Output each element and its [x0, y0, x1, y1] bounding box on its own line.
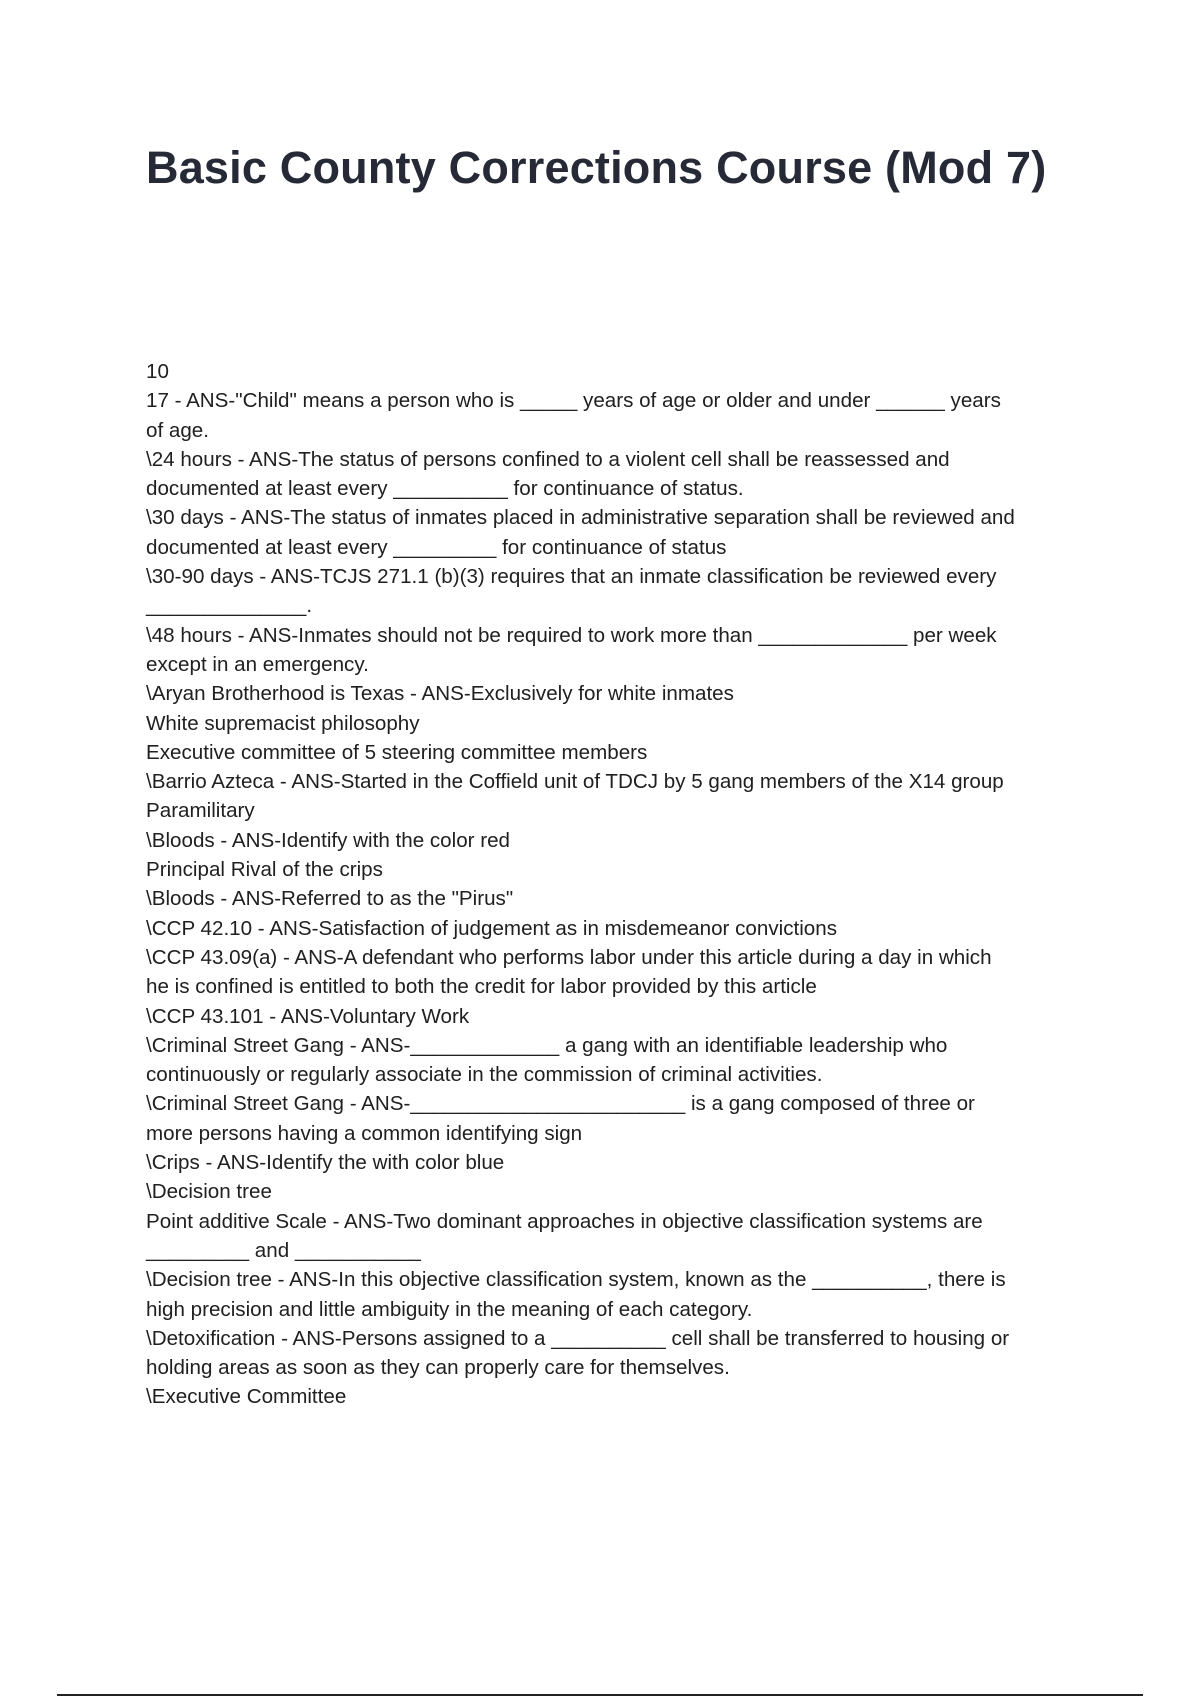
- text-line: Paramilitary: [146, 799, 255, 823]
- text-line: he is confined is entitled to both the credit for labor provided by this article: [146, 975, 817, 999]
- text-line: \30-90 days - ANS-TCJS 271.1 (b)(3) requires that an inmate classification be reviewed every: [146, 565, 997, 589]
- text-line: \Criminal Street Gang - ANS-_____________ a gang with an identifiable leadership who: [146, 1033, 948, 1057]
- text-line: \Bloods - ANS-Identify with the color red: [146, 828, 510, 852]
- text-line: 10: [146, 360, 169, 383]
- text-line: \Aryan Brotherhood is Texas - ANS-Exclusively for white inmates: [146, 682, 734, 706]
- text-line: \Executive Committee: [146, 1385, 347, 1409]
- text-line: \Detoxification - ANS-Persons assigned to a __________ cell shall be transferred to housing or: [146, 1326, 1010, 1350]
- text-line: _________ and ___________: [146, 1238, 421, 1262]
- text-line: White supremacist philosophy: [146, 711, 420, 735]
- text-line: \Decision tree - ANS-In this objective classification system, known as the __________, there is: [146, 1268, 1006, 1292]
- text-line: \Barrio Azteca - ANS-Started in the Coffield unit of TDCJ by 5 gang members of the X14 group: [146, 770, 1004, 794]
- text-line: Executive committee of 5 steering committee members: [146, 740, 648, 764]
- text-line: Point additive Scale - ANS-Two dominant approaches in objective classification systems are: [146, 1209, 983, 1233]
- text-line: \30 days - ANS-The status of inmates placed in administrative separation shall be reviewed and: [146, 506, 1015, 530]
- text-line: \48 hours - ANS-Inmates should not be required to work more than _____________ per week: [146, 623, 997, 647]
- text-line: \Criminal Street Gang - ANS-________________________ is a gang composed of three or: [146, 1092, 975, 1116]
- text-line: documented at least every _________ for continuance of status: [146, 535, 727, 559]
- text-line: documented at least every __________ for continuance of status.: [146, 477, 744, 501]
- text-line: 17 - ANS-"Child" means a person who is _____ years of age or older and under ______ years: [146, 389, 1001, 413]
- text-line: ______________.: [146, 594, 313, 618]
- text-line: \Bloods - ANS-Referred to as the "Pirus": [146, 887, 514, 911]
- text-line: high precision and little ambiguity in the meaning of each category.: [146, 1297, 753, 1321]
- text-line: \24 hours - ANS-The status of persons confined to a violent cell shall be reassessed and: [146, 447, 950, 471]
- text-line: \CCP 43.09(a) - ANS-A defendant who performs labor under this article during a day in which: [146, 945, 992, 969]
- footer-divider: [57, 1694, 1143, 1696]
- text-line: more persons having a common identifying sign: [146, 1121, 583, 1145]
- text-line: \CCP 43.101 - ANS-Voluntary Work: [146, 1004, 470, 1028]
- text-line: holding areas as soon as they can properly care for themselves.: [146, 1356, 730, 1380]
- page-title: Basic County Corrections Course (Mod 7): [146, 142, 1047, 193]
- text-line: except in an emergency.: [146, 652, 369, 676]
- text-line: \CCP 42.10 - ANS-Satisfaction of judgement as in misdemeanor convictions: [146, 916, 837, 940]
- text-line: \Crips - ANS-Identify the with color blue: [146, 1151, 505, 1175]
- text-line: continuously or regularly associate in the commission of criminal activities.: [146, 1063, 823, 1087]
- text-line: Principal Rival of the crips: [146, 858, 383, 882]
- text-line: \Decision tree: [146, 1180, 272, 1204]
- text-line: of age.: [146, 418, 209, 442]
- document-body: [146, 357, 1086, 1412]
